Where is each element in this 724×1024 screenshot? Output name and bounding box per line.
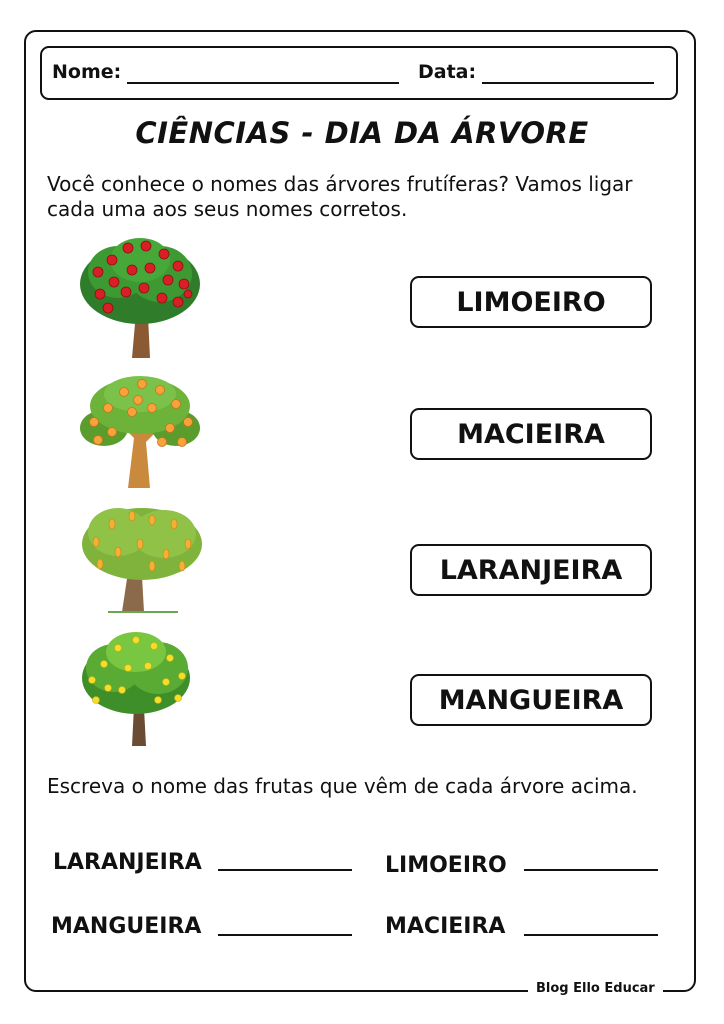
write-label-macieira: MACIEIRA	[385, 914, 506, 939]
orange-tree-icon	[78, 372, 202, 490]
name-box-mangueira[interactable]: MANGUEIRA	[410, 674, 652, 726]
header-box	[40, 46, 678, 100]
apple-tree-icon	[78, 232, 202, 360]
instruction-match: Você conhece o nomes das árvores frutíferas? Vamos ligar cada uma aos seus nomes corretos.	[47, 172, 633, 221]
instruction-write: Escreva o nome das frutas que vêm de cada árvore acima.	[47, 774, 638, 798]
write-line-limoeiro[interactable]	[524, 869, 658, 871]
name-field[interactable]	[127, 82, 399, 84]
mango-tree-icon	[78, 502, 206, 614]
name-label: Nome:	[52, 61, 122, 83]
write-line-mangueira[interactable]	[218, 934, 352, 936]
write-label-laranjeira: LARANJEIRA	[53, 850, 202, 875]
write-line-laranjeira[interactable]	[218, 869, 352, 871]
footer-credit: Blog Ello Educar	[528, 981, 663, 996]
name-box-macieira[interactable]: MACIEIRA	[410, 408, 652, 460]
name-box-laranjeira[interactable]: LARANJEIRA	[410, 544, 652, 596]
lemon-tree-icon	[78, 628, 194, 748]
date-label: Data:	[418, 61, 477, 83]
write-line-macieira[interactable]	[524, 934, 658, 936]
page-title: CIÊNCIAS - DIA DA ÁRVORE	[135, 116, 589, 150]
date-field[interactable]	[482, 82, 654, 84]
write-label-limoeiro: LIMOEIRO	[385, 853, 507, 878]
name-box-limoeiro[interactable]: LIMOEIRO	[410, 276, 652, 328]
write-label-mangueira: MANGUEIRA	[51, 914, 202, 939]
